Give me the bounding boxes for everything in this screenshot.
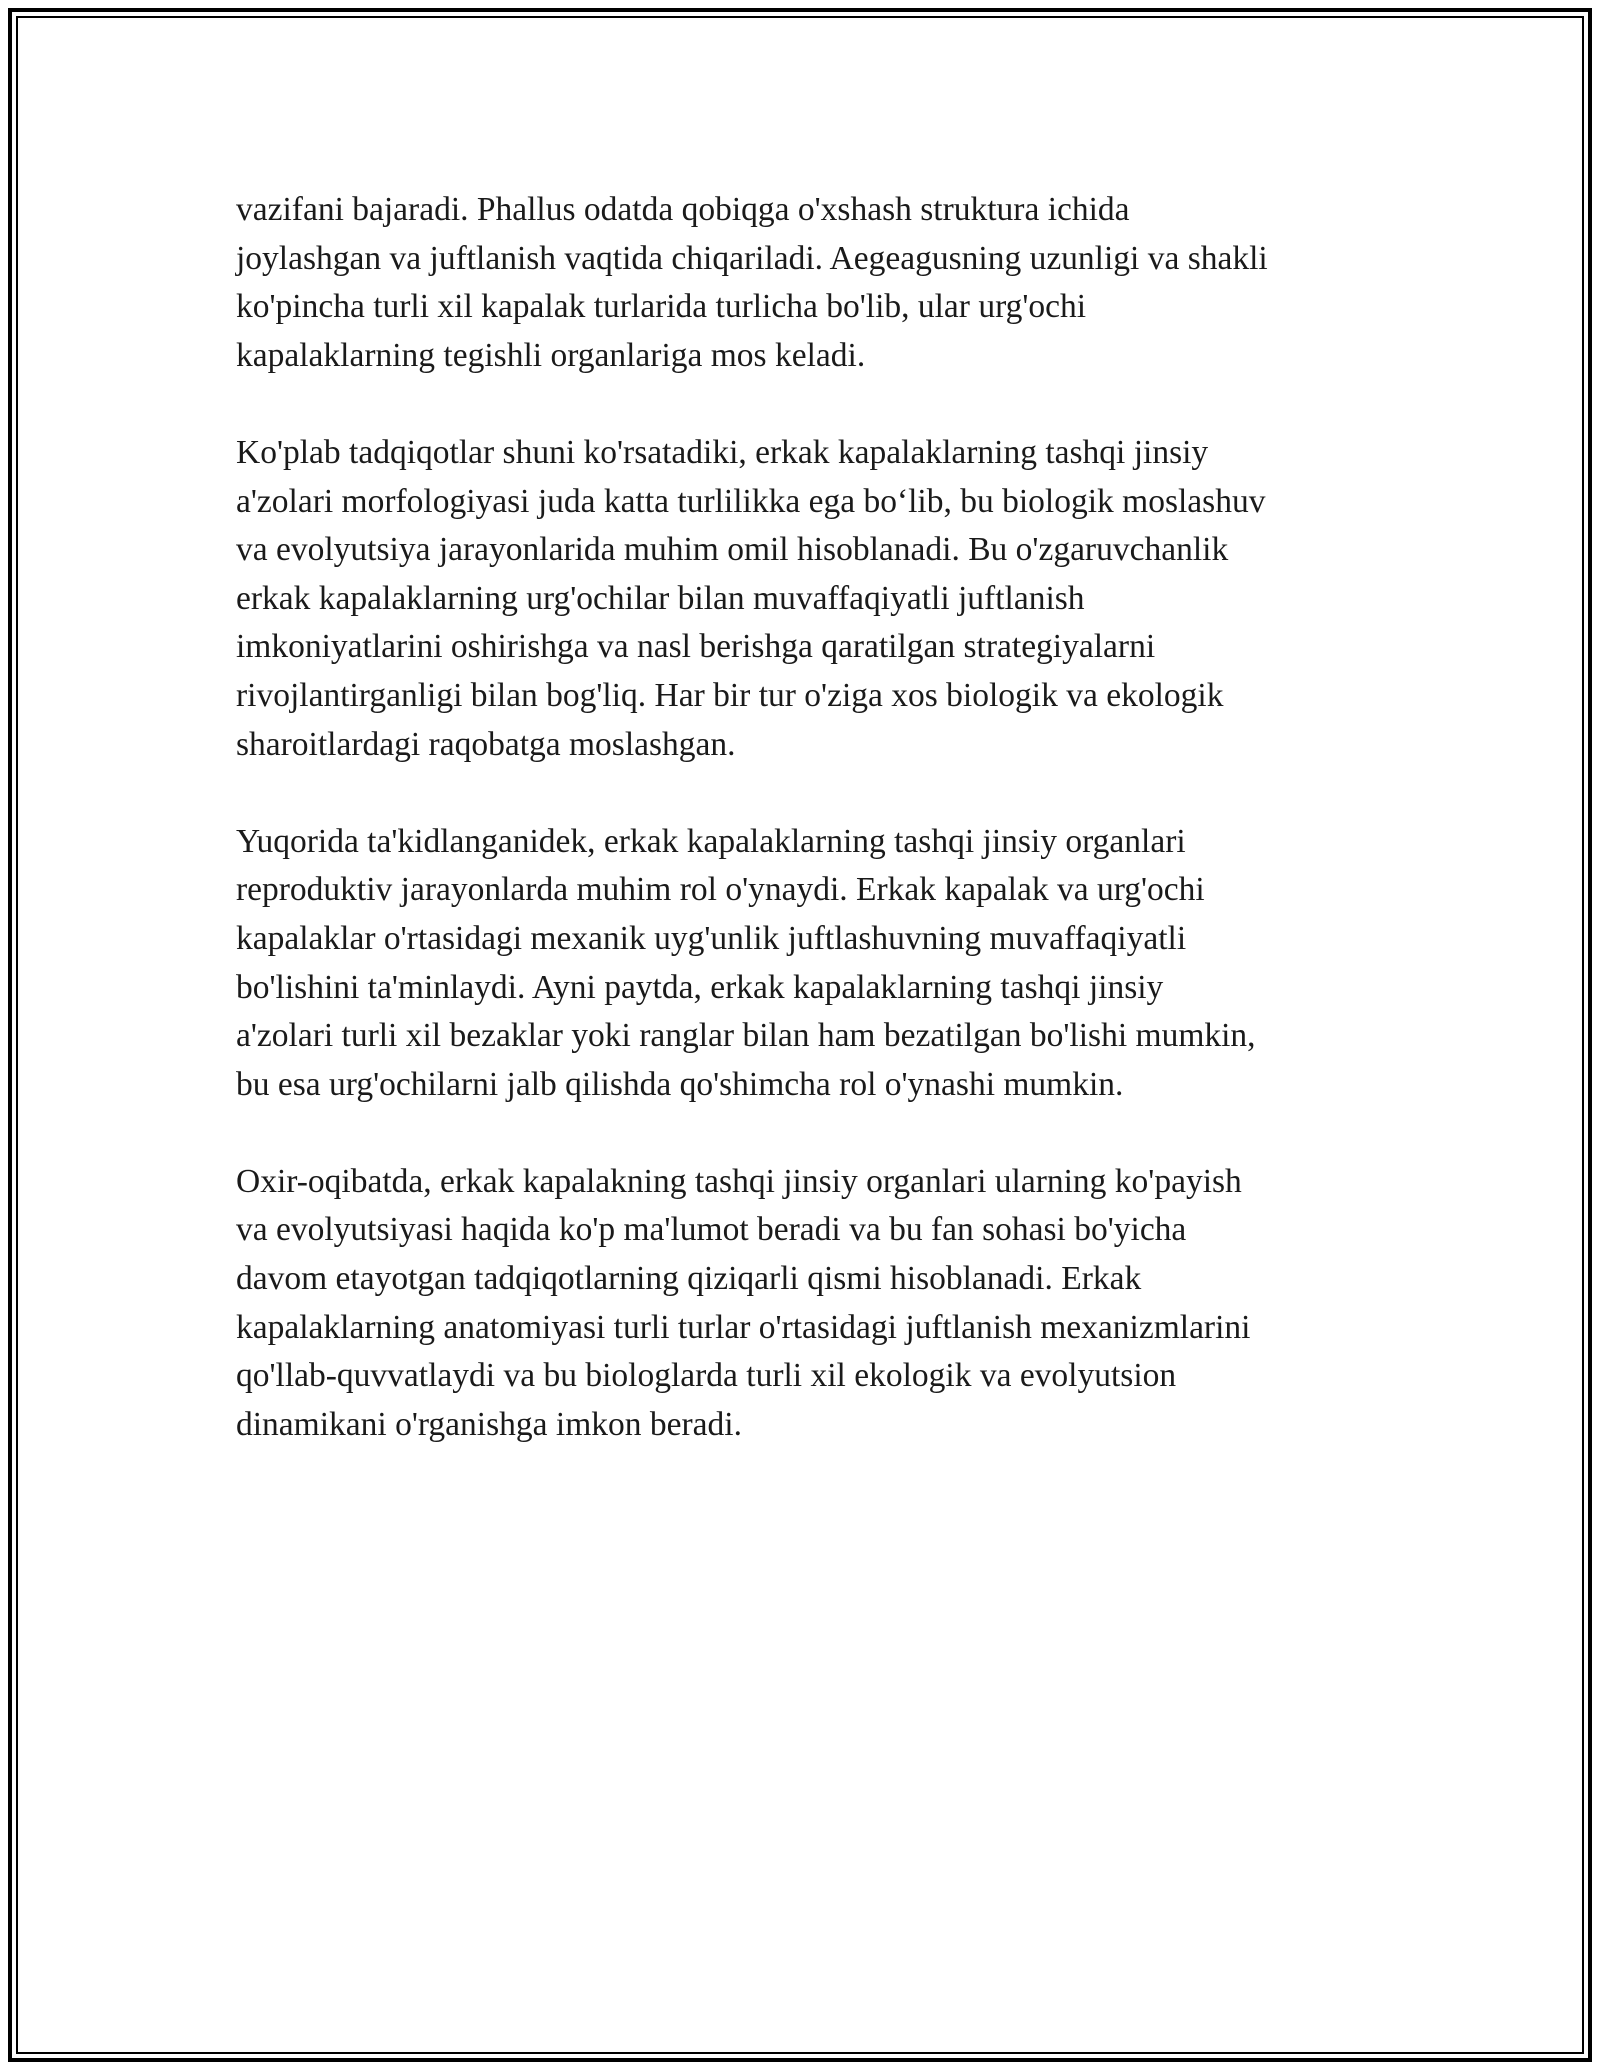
text-line: Oxir-oqibatda, erkak kapalakning tashqi jinsiy organlari ularning ko'payish	[236, 1162, 1242, 1200]
text-line: kapalaklarning tegishli organlariga mos keladi.	[236, 336, 866, 374]
text-line: vazifani bajaradi. Phallus odatda qobiqga o'xshash struktura ichida	[236, 191, 1130, 228]
text-line: reproduktiv jarayonlarda muhim rol o'ynaydi. Erkak kapalak va urg'ochi	[236, 871, 1205, 909]
text-line: davom etayotgan tadqiqotlarning qiziqarli qismi hisoblanadi. Erkak	[236, 1260, 1142, 1298]
text-line: joylashgan va juftlanish vaqtida chiqariladi. Aegeagusning uzunligi va shakli	[236, 239, 1268, 277]
text-line: bu esa urg'ochilarni jalb qilishda qo'shimcha rol o'ynashi mumkin.	[236, 1065, 1124, 1103]
text-line: dinamikani o'rganishga imkon beradi.	[236, 1405, 742, 1443]
text-line: a'zolari turli xil bezaklar yoki ranglar bilan ham bezatilgan bo'lishi mumkin,	[236, 1017, 1256, 1055]
text-line: kapalaklarning anatomiyasi turli turlar o'rtasidagi juftlanish mexanizmlarini	[236, 1308, 1251, 1346]
text-line: Yuqorida ta'kidlanganidek, erkak kapalaklarning tashqi jinsiy organlari	[236, 822, 1186, 860]
text-line: erkak kapalaklarning urg'ochilar bilan muvaffaqiyatli juftlanish	[236, 579, 1085, 617]
text-line: bo'lishini ta'minlaydi. Ayni paytda, erkak kapalaklarning tashqi jinsiy	[236, 968, 1164, 1006]
paragraph	[236, 818, 1376, 1110]
document-body	[236, 186, 1376, 1498]
text-line: ko'pincha turli xil kapalak turlarida turlicha bo'lib, ular urg'ochi	[236, 288, 1087, 326]
text-line: qo'llab-quvvatlaydi va bu biologlarda turli xil ekologik va evolyutsion	[236, 1357, 1177, 1395]
text-line: sharoitlardagi raqobatga moslashgan.	[236, 725, 736, 763]
text-line: a'zolari morfologiyasi juda katta turlilikka ega bo‘lib, bu biologik moslashuv	[236, 482, 1266, 520]
text-line: va evolyutsiya jarayonlarida muhim omil hisoblanadi. Bu o'zgaruvchanlik	[236, 531, 1229, 569]
paragraph	[236, 186, 1376, 380]
text-line: va evolyutsiyasi haqida ko'p ma'lumot beradi va bu fan sohasi bo'yicha	[236, 1211, 1187, 1249]
paragraph	[236, 429, 1376, 769]
text-line: imkoniyatlarini oshirishga va nasl berishga qaratilgan strategiyalarni	[236, 628, 1156, 666]
text-line: Ko'plab tadqiqotlar shuni ko'rsatadiki, erkak kapalaklarning tashqi jinsiy	[236, 433, 1209, 471]
text-line: rivojlantirganligi bilan bog'liq. Har bir tur o'ziga xos biologik va ekologik	[236, 676, 1224, 714]
text-line: kapalaklar o'rtasidagi mexanik uyg'unlik juftlashuvning muvaffaqiyatli	[236, 919, 1187, 957]
paragraph	[236, 1158, 1376, 1450]
